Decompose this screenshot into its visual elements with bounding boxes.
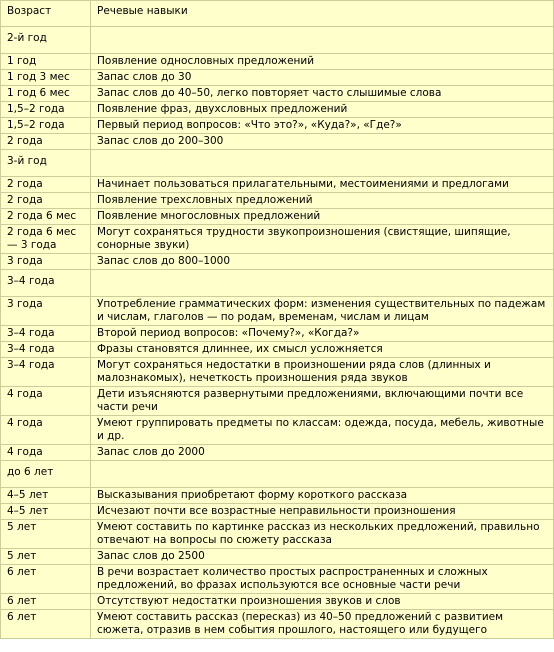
skill-cell: Запас слов до 2500 [91,549,554,565]
age-cell: 1,5–2 года [1,118,91,134]
table-row [1,70,554,86]
section-row [1,461,554,488]
age-cell: 3–4 года [1,342,91,358]
age-cell: до 6 лет [1,461,91,488]
table-row [1,610,554,639]
age-cell: 5 лет [1,520,91,549]
skill-cell: В речи возрастает количество простых распространенных и сложных предложений, во фразах используются все основные части речи [91,565,554,594]
age-cell: 3 года [1,297,91,326]
skill-cell: Появление трехсловных предложений [91,193,554,209]
age-cell: 3–4 года [1,270,91,297]
section-row [1,150,554,177]
table-row [1,193,554,209]
age-cell: 6 лет [1,610,91,639]
skill-cell: Умеют составить рассказ (пересказ) из 40–50 предложений с развитием сюжета, отразив в нем события прошлого, настоящего или будущего [91,610,554,639]
skill-cell: Запас слов до 30 [91,70,554,86]
section-row [1,270,554,297]
table-row [1,549,554,565]
skill-cell: Умеют группировать предметы по классам: одежда, посуда, мебель, животные и др. [91,416,554,445]
age-cell: 1 год 3 мес [1,70,91,86]
age-cell: 2 года [1,193,91,209]
age-cell: 3–4 года [1,358,91,387]
skill-cell [91,461,554,488]
age-cell: 5 лет [1,549,91,565]
age-cell: 6 лет [1,594,91,610]
table-row [1,297,554,326]
age-cell: 2 года [1,134,91,150]
skill-cell: Первый период вопросов: «Что это?», «Куда?», «Где?» [91,118,554,134]
skill-cell: Умеют составить по картинке рассказ из нескольких предложений, правильно отвечают на вопросы по сюжету рассказа [91,520,554,549]
age-cell: 4–5 лет [1,488,91,504]
skill-cell [91,27,554,54]
header-age: Возраст [1,1,91,27]
skill-cell: Могут сохраняться трудности звукопроизношения (свистящие, шипящие, сонорные звуки) [91,225,554,254]
skill-cell [91,150,554,177]
age-cell: 6 лет [1,565,91,594]
skill-cell: Появление однословных предложений [91,54,554,70]
table-row [1,177,554,193]
table-row [1,520,554,549]
age-cell: 3 года [1,254,91,270]
skill-cell: Могут сохраняться недостатки в произношении ряда слов (длинных и малознакомых), нечеткость произношения ряда звуков [91,358,554,387]
age-cell: 4 года [1,387,91,416]
age-cell: 4 года [1,416,91,445]
header-skills: Речевые навыки [91,1,554,27]
skill-cell: Запас слов до 40–50, легко повторяет часто слышимые слова [91,86,554,102]
age-cell: 2 года [1,177,91,193]
skill-cell: Появление фраз, двухсловных предложений [91,102,554,118]
skill-cell: Отсутствуют недостатки произношения звуков и слов [91,594,554,610]
age-cell: 2 года 6 мес — 3 года [1,225,91,254]
age-cell: 3–4 года [1,326,91,342]
header-row [1,1,554,27]
age-cell: 2 года 6 мес [1,209,91,225]
skill-cell: Фразы становятся длиннее, их смысл усложняется [91,342,554,358]
age-cell: 1,5–2 года [1,102,91,118]
table-row [1,565,554,594]
table-row [1,102,554,118]
table-row [1,54,554,70]
skill-cell: Запас слов до 200–300 [91,134,554,150]
section-row [1,27,554,54]
age-cell: 1 год 6 мес [1,86,91,102]
skill-cell: Дети изъясняются развернутыми предложениями, включающими почти все части речи [91,387,554,416]
skill-cell: Исчезают почти все возрастные неправильности произношения [91,504,554,520]
age-cell: 3-й год [1,150,91,177]
table-row [1,134,554,150]
skill-cell: Высказывания приобретают форму короткого рассказа [91,488,554,504]
table-row [1,225,554,254]
skill-cell: Запас слов до 2000 [91,445,554,461]
table-row [1,445,554,461]
age-cell: 2-й год [1,27,91,54]
table-row [1,416,554,445]
table-row [1,358,554,387]
skill-cell: Употребление грамматических форм: изменения существительных по падежам и числам, глаголов — по родам, временам, числам и лицам [91,297,554,326]
table-row [1,254,554,270]
age-cell: 1 год [1,54,91,70]
skill-cell: Начинает пользоваться прилагательными, местоимениями и предлогами [91,177,554,193]
skill-cell [91,270,554,297]
table-row [1,387,554,416]
table-row [1,326,554,342]
age-cell: 4–5 лет [1,504,91,520]
table-row [1,86,554,102]
table-row [1,594,554,610]
table-row [1,488,554,504]
table-row [1,118,554,134]
age-cell: 4 года [1,445,91,461]
skill-cell: Появление многословных предложений [91,209,554,225]
table-row [1,209,554,225]
skill-cell: Запас слов до 800–1000 [91,254,554,270]
table-body [1,27,554,639]
table-row [1,504,554,520]
skill-cell: Второй период вопросов: «Почему?», «Когда?» [91,326,554,342]
table-row [1,342,554,358]
